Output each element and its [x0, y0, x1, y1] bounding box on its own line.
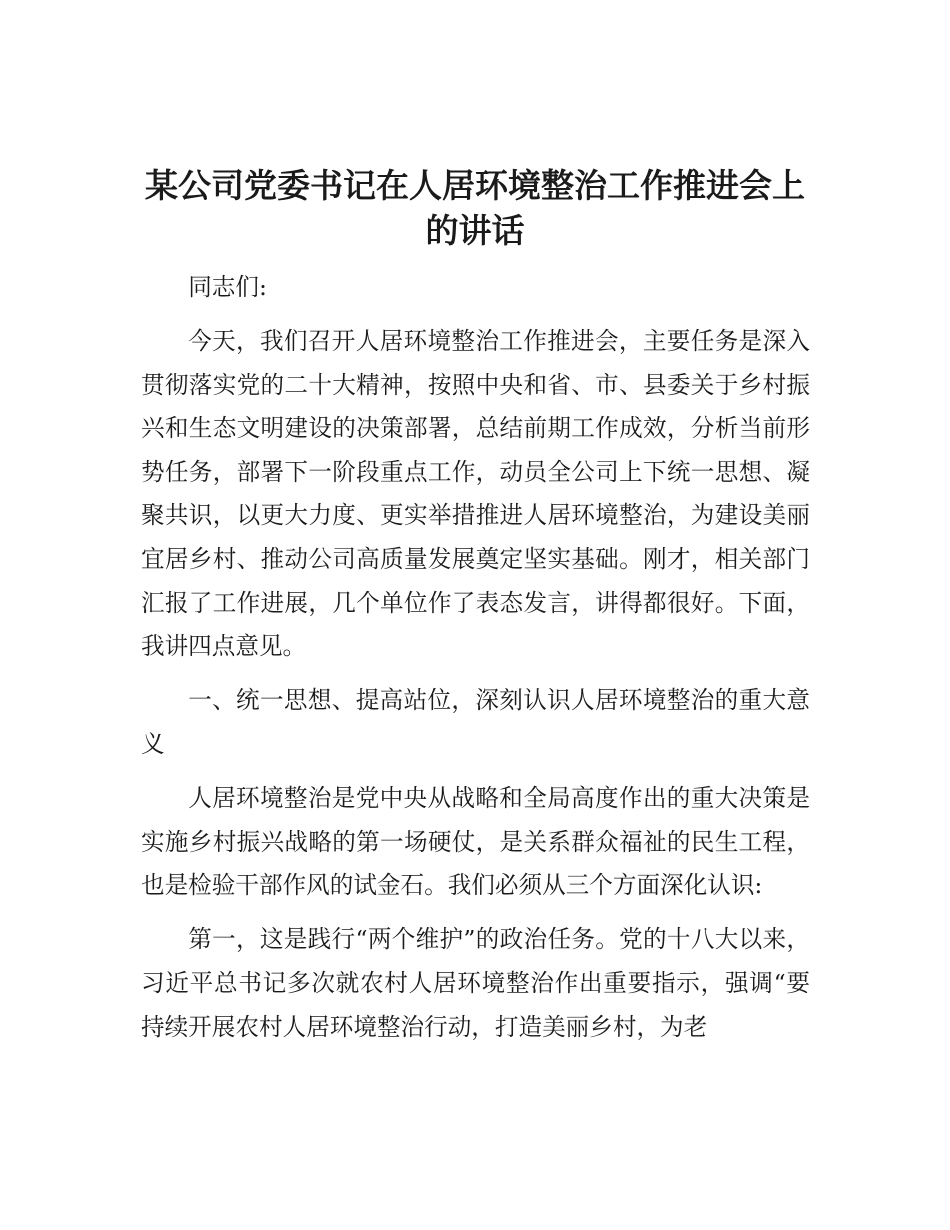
- intro-paragraph: 今天，我们召开人居环境整治工作推进会，主要任务是深入贯彻落实党的二十大精神，按照中央和省、市、县委关于乡村振兴和生态文明建设的决策部署，总结前期工作成效，分析当前形势任务，部署下一阶段重点工作，动员全公司上下统一思想、凝聚共识，以更大力度、更实举措推进人居环境整治，为建设美丽宜居乡村、推动公司高质量发展奠定坚实基础。刚才，相关部门汇报了工作进展，几个单位作了表态发言，讲得都很好。下面，我讲四点意见。: [141, 327, 810, 661]
- document-title: 某公司党委书记在人居环境整治工作推进会上的讲话: [145, 166, 805, 250]
- section-heading-1: 一、统一思想、提高站位，深刻认识人居环境整治的重大意义: [141, 686, 810, 758]
- document-body: [141, 266, 810, 1060]
- body-paragraph: 人居环境整治是党中央从战略和全局高度作出的重大决策是实施乡村振兴战略的第一场硬仗，是关系群众福祉的民生工程，也是检验干部作风的试金石。我们必须从三个方面深化认识:: [141, 784, 810, 900]
- salutation: 同志们:: [188, 273, 267, 301]
- body-paragraph: 第一，这是践行“两个维护”的政治任务。党的十八大以来，习近平总书记多次就农村人居环境整治作出重要指示，强调“要持续开展农村人居环境整治行动，打造美丽乡村，为老: [141, 925, 810, 1041]
